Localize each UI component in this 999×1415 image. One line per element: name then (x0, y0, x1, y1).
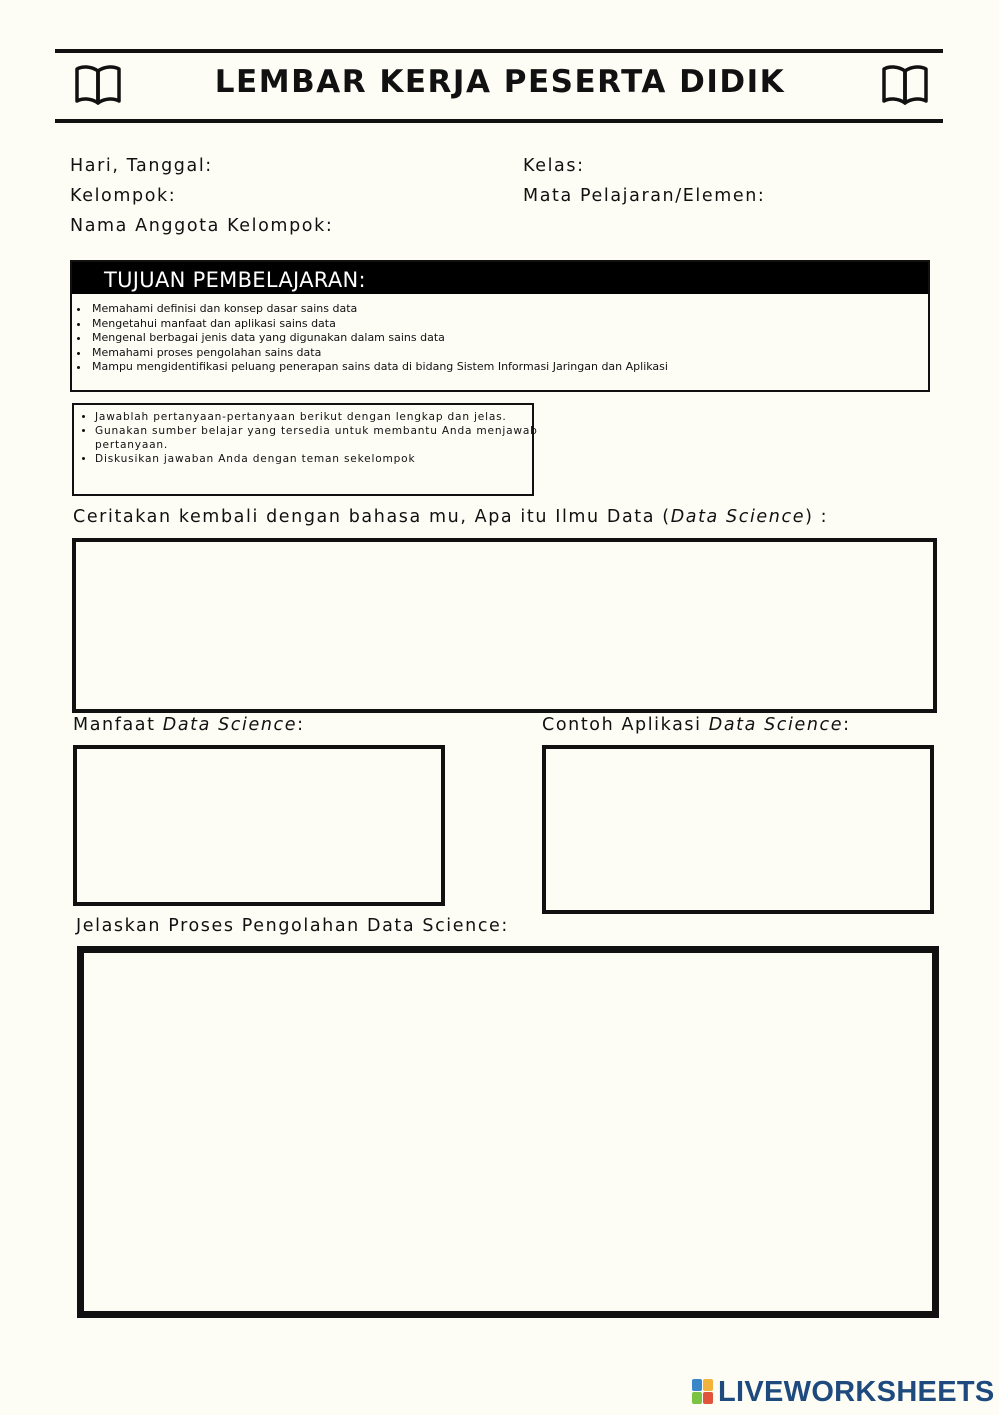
liveworksheets-logo-icon (692, 1379, 714, 1405)
header-bottom-rule (55, 119, 943, 123)
list-item: • Mengetahui manfaat dan aplikasi sains data (90, 317, 668, 332)
brand-name: LIVEWORKSHEETS (718, 1375, 995, 1408)
hari-tanggal-label: Hari, Tanggal: (70, 156, 213, 176)
list-item: • Mengenal berbagai jenis data yang digunakan dalam sains data (90, 331, 668, 346)
objectives-box (70, 260, 930, 392)
mata-pelajaran-label: Mata Pelajaran/Elemen: (523, 186, 766, 206)
book-icon (881, 63, 929, 107)
list-item: • Gunakan sumber belajar yang tersedia untuk membantu Anda menjawab pertanyaan. (95, 424, 541, 452)
header-top-rule (55, 49, 943, 53)
question-manfaat: Manfaat Data Science: (73, 715, 305, 735)
question-contoh-aplikasi: Contoh Aplikasi Data Science: (542, 715, 851, 735)
list-item: • Memahami proses pengolahan sains data (90, 346, 668, 361)
page-title: LEMBAR KERJA PESERTA DIDIK (214, 64, 786, 100)
list-item: • Jawablah pertanyaan-pertanyaan berikut dengan lengkap dan jelas. (95, 410, 541, 424)
list-item: • Diskusikan jawaban Anda dengan teman sekelompok (95, 452, 541, 466)
answer-box-contoh-aplikasi[interactable] (542, 745, 934, 914)
kelompok-label: Kelompok: (70, 186, 177, 206)
objectives-heading: TUJUAN PEMBELAJARAN: (72, 262, 928, 294)
instructions-list (82, 410, 541, 466)
list-item: • Mampu mengidentifikasi peluang penerapan sains data di bidang Sistem Informasi Jaringan dan Aplikasi (90, 360, 668, 375)
instructions-box (72, 403, 538, 496)
answer-box-proses-pengolahan[interactable] (77, 946, 939, 1318)
book-icon (74, 63, 122, 107)
objectives-list (76, 302, 668, 375)
kelas-label: Kelas: (523, 156, 585, 176)
liveworksheets-watermark[interactable] (692, 1375, 995, 1409)
answer-box-what-is-data-science[interactable] (72, 538, 937, 713)
question-what-is-data-science: Ceritakan kembali dengan bahasa mu, Apa itu Ilmu Data (Data Science) : (73, 507, 829, 527)
nama-anggota-label: Nama Anggota Kelompok: (70, 216, 334, 236)
question-proses-pengolahan: Jelaskan Proses Pengolahan Data Science: (76, 916, 509, 936)
list-item: • Memahami definisi dan konsep dasar sains data (90, 302, 668, 317)
answer-box-manfaat[interactable] (73, 745, 445, 906)
